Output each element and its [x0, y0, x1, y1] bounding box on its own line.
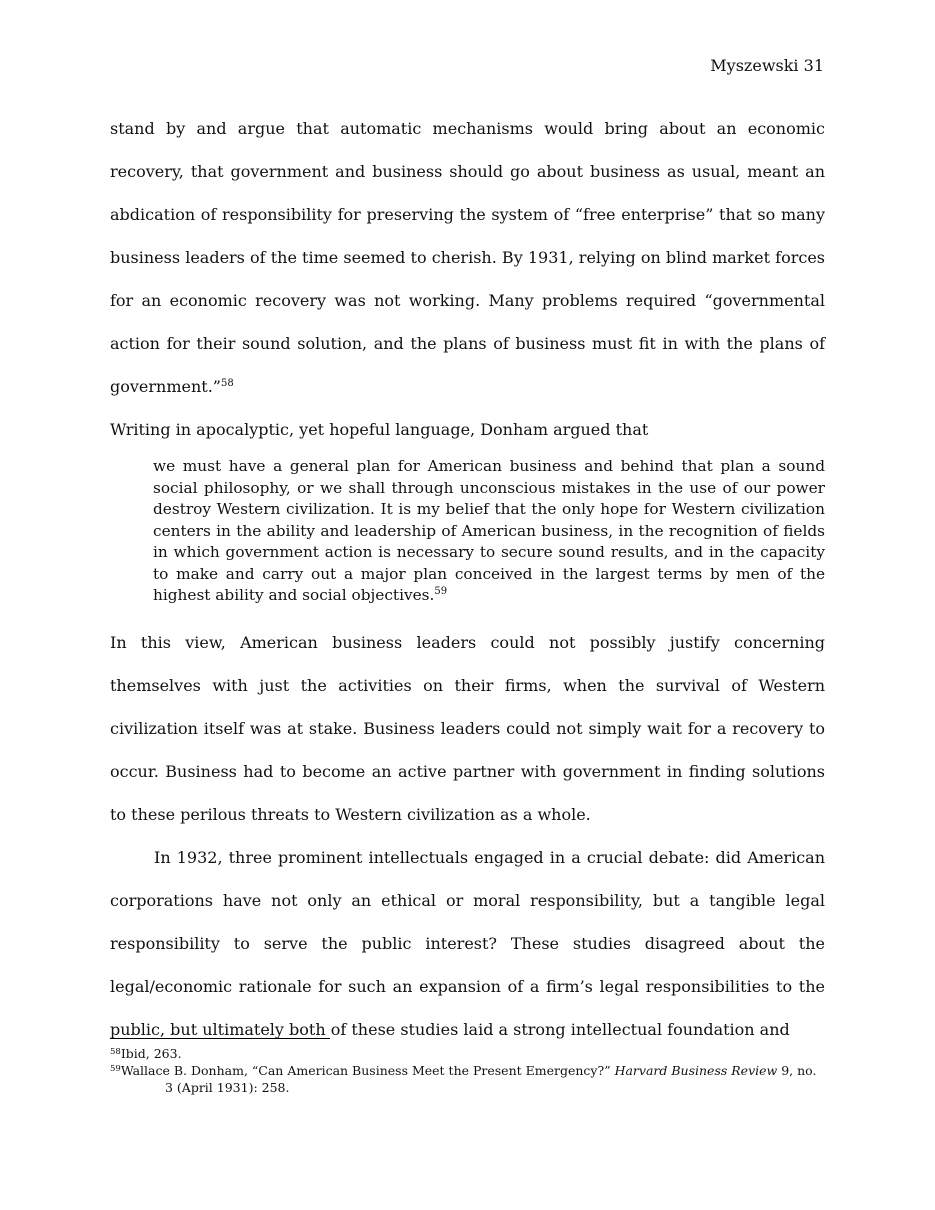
footnote-58-text: Ibid, 263. [120, 1046, 182, 1061]
footnote-ref-58: 58 [220, 378, 234, 389]
body-text [110, 107, 825, 1051]
footnote-59 [110, 1062, 830, 1096]
paragraph-1-text: stand by and argue that automatic mechanisms would bring about an economic recovery, that government and business should go about business as usual, meant an abdication of responsibility for preserving the system of “free enterprise” that so many business leaders of the time seemed to cherish. By 1931, relying on blind market forces for an economic recovery was not working. Many problems required “governmental action for their sound solution, and the plans of business must fit in with the plans of government.” [110, 119, 825, 396]
footnote-58-number: 58 [110, 1047, 121, 1057]
footnote-59-number: 59 [110, 1064, 121, 1074]
paragraph-continuation [110, 107, 825, 408]
paragraph-4: In 1932, three prominent intellectuals engaged in a crucial debate: did American corporations have not only an ethical or moral responsibility, but a tangible legal responsibility to serve the public interest? These studies disagreed about the legal/economic rationale for such an expansion of a firm’s legal responsibilities to the public, but ultimately both of these studies laid a strong intellectual foundation and [110, 847, 825, 1039]
footnote-59-text: Wallace B. Donham, “Can American Business Meet the Present Emergency?” [120, 1063, 615, 1078]
paragraph-quote-intro: Writing in apocalyptic, yet hopeful language, Donham argued that [110, 420, 649, 439]
footnote-59-continuation: 3 (April 1931): 258. [165, 1080, 290, 1095]
paragraph-3: In this view, American business leaders could not possibly justify concerning themselves with just the activities on their firms, when the survival of Western civilization itself was at stake. Business leaders could not simply wait for a recovery to occur. Business had to become an active partner with government in finding solutions to these perilous threats to Western civilization as a whole. [110, 632, 825, 824]
block-quote [153, 456, 825, 607]
footnote-59-text-after: 9, no. [777, 1063, 817, 1078]
footnote-58 [110, 1045, 830, 1062]
block-quote-text: we must have a general plan for American business and behind that plan a sound social philosophy, or we shall through unconscious mistakes in the use of our power destroy Western civilization. It is my belief that the only hope for Western civilization centers in the ability and leadership of American business, in the recognition of fields in which government action is necessary to secure sound results, and in the capacity to make and carry out a major plan conceived in the largest terms by men of the highest ability and social objectives. [153, 457, 825, 604]
footnote-divider [110, 1038, 330, 1039]
footnotes [110, 1045, 830, 1096]
footnote-ref-59: 59 [434, 586, 448, 597]
footnote-59-journal: Harvard Business Review [614, 1063, 778, 1078]
running-head: Myszewski 31 [710, 56, 824, 75]
